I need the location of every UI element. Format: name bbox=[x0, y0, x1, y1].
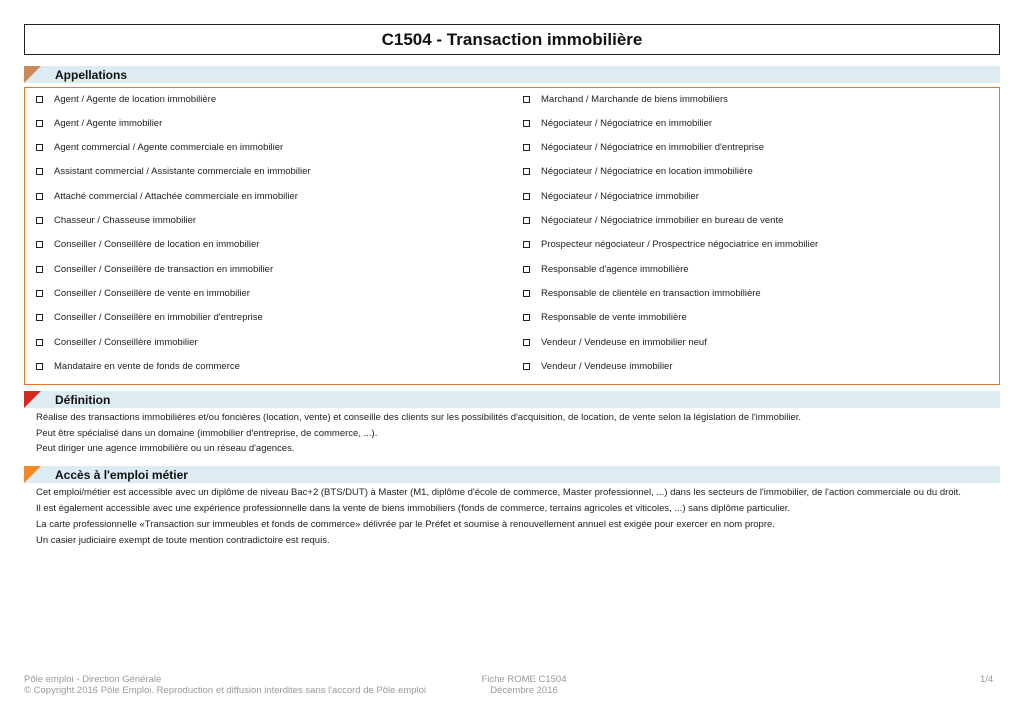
appellation-item bbox=[523, 261, 689, 277]
checkbox-icon bbox=[36, 120, 43, 127]
appellation-label: Conseiller / Conseillère de location en immobilier bbox=[54, 239, 260, 251]
appellation-item bbox=[36, 334, 198, 350]
checkbox-icon bbox=[523, 266, 530, 273]
appellation-label: Chasseur / Chasseuse immobilier bbox=[54, 215, 197, 226]
footer-org: Pôle emploi - Direction Générale bbox=[24, 674, 162, 685]
appellation-label: Négociateur / Négociatrice en location immobilière bbox=[541, 166, 753, 178]
checkbox-icon bbox=[36, 290, 43, 297]
appellation-item bbox=[523, 285, 761, 301]
appellation-item bbox=[523, 115, 712, 131]
checkbox-icon bbox=[523, 241, 530, 248]
section-marker-icon bbox=[24, 66, 41, 83]
appellation-item bbox=[36, 188, 298, 204]
appellation-item bbox=[36, 310, 263, 326]
appellation-label: Vendeur / Vendeuse en immobilier neuf bbox=[541, 336, 707, 348]
checkbox-icon bbox=[36, 217, 43, 224]
acces-line: Il est également accessible avec une expérience professionnelle dans la vente de biens immobiliers (fonds de commerce, terrains agricoles et viticoles, ...) sans diplôme particulier. bbox=[36, 503, 791, 514]
appellation-item bbox=[36, 213, 196, 229]
section-title-appellations: Appellations bbox=[55, 67, 128, 82]
acces-line: Cet emploi/métier est accessible avec un diplôme de niveau Bac+2 (BTS/DUT) à Master (M1, diplôme d'école de commerce, Master professionnel, ...) dans les secteurs de l'immobilier, de l'action commerciale ou du droit. bbox=[36, 487, 961, 498]
section-title-definition: Définition bbox=[55, 392, 111, 407]
checkbox-icon bbox=[36, 339, 43, 346]
checkbox-icon bbox=[36, 266, 43, 273]
appellation-item bbox=[523, 188, 699, 204]
footer-center bbox=[481, 674, 567, 696]
appellation-item bbox=[36, 140, 283, 156]
appellation-label: Conseiller / Conseillère en immobilier d'entreprise bbox=[54, 312, 263, 324]
appellation-label: Agent / Agente immobilier bbox=[54, 117, 163, 129]
footer-copyright: © Copyright 2016 Pôle Emploi. Reproduction et diffusion interdites sans l'accord de Pôle emploi bbox=[24, 685, 427, 696]
appellations-list bbox=[24, 87, 1000, 385]
appellation-label: Conseiller / Conseillère de transaction en immobilier bbox=[54, 263, 274, 275]
appellation-label: Mandataire en vente de fonds de commerce bbox=[54, 360, 240, 372]
acces-line: Un casier judiciaire exempt de toute mention contradictoire est requis. bbox=[36, 535, 330, 546]
appellation-item bbox=[523, 213, 783, 229]
definition-line: Peut être spécialisé dans un domaine (immobilier d'entreprise, de commerce, ...). bbox=[36, 428, 378, 439]
appellation-item bbox=[523, 334, 707, 350]
appellation-label: Responsable d'agence immobilière bbox=[541, 263, 689, 275]
appellation-label: Négociateur / Négociatrice en immobilier bbox=[541, 117, 713, 129]
appellation-label: Assistant commercial / Assistante commerciale en immobilier bbox=[54, 166, 311, 178]
appellation-item bbox=[523, 310, 687, 326]
appellation-label: Négociateur / Négociatrice en immobilier d'entreprise bbox=[541, 142, 765, 154]
footer-left bbox=[24, 674, 426, 696]
checkbox-icon bbox=[523, 363, 530, 370]
appellation-item bbox=[36, 285, 250, 301]
appellation-item bbox=[36, 164, 311, 180]
footer-fiche: Fiche ROME C1504 bbox=[481, 674, 567, 685]
checkbox-icon bbox=[523, 314, 530, 321]
appellation-label: Conseiller / Conseillère immobilier bbox=[54, 336, 198, 348]
appellation-label: Responsable de vente immobilière bbox=[541, 312, 687, 324]
appellation-label: Marchand / Marchande de biens immobiliers bbox=[541, 93, 728, 105]
checkbox-icon bbox=[523, 339, 530, 346]
checkbox-icon bbox=[36, 144, 43, 151]
appellation-item bbox=[36, 237, 259, 253]
section-header-acces bbox=[24, 466, 1000, 483]
definition-line: Peut diriger une agence immobilière ou un réseau d'agences. bbox=[36, 443, 295, 454]
page-title: C1504 - Transaction immobilière bbox=[381, 29, 643, 49]
section-marker-icon bbox=[24, 391, 41, 408]
definition-line: Réalise des transactions immobilières et/ou foncières (location, vente) et conseille des clients sur les possibilités d'acquisition, de location, de vente selon la législation de l'immobilier. bbox=[36, 412, 802, 423]
section-header-appellations bbox=[24, 66, 1000, 83]
appellation-item bbox=[523, 164, 753, 180]
appellation-label: Agent commercial / Agente commerciale en immobilier bbox=[54, 142, 284, 154]
checkbox-icon bbox=[523, 217, 530, 224]
checkbox-icon bbox=[36, 241, 43, 248]
checkbox-icon bbox=[36, 168, 43, 175]
checkbox-icon bbox=[523, 120, 530, 127]
appellation-item bbox=[523, 140, 764, 156]
section-title-acces: Accès à l'emploi métier bbox=[55, 467, 188, 482]
appellation-label: Prospecteur négociateur / Prospectrice négociatrice en immobilier bbox=[541, 239, 819, 251]
checkbox-icon bbox=[36, 96, 43, 103]
appellation-label: Négociateur / Négociatrice immobilier en bureau de vente bbox=[541, 215, 784, 226]
footer-date: Décembre 2016 bbox=[490, 685, 558, 696]
appellation-item bbox=[523, 237, 818, 253]
appellation-item bbox=[36, 358, 240, 374]
appellation-item bbox=[523, 91, 728, 107]
checkbox-icon bbox=[523, 96, 530, 103]
title-box bbox=[24, 24, 1000, 55]
appellation-label: Vendeur / Vendeuse immobilier bbox=[541, 360, 673, 372]
appellation-label: Conseiller / Conseillère de vente en immobilier bbox=[54, 287, 250, 299]
checkbox-icon bbox=[523, 193, 530, 200]
appellation-label: Agent / Agente de location immobilière bbox=[54, 93, 217, 105]
appellation-item bbox=[523, 358, 673, 374]
footer-page-number: 1/4 bbox=[980, 674, 994, 685]
acces-line: La carte professionnelle «Transaction sur immeubles et fonds de commerce» délivrée par le Préfet et soumise à renouvellement annuel est exigée pour exercer en nom propre. bbox=[36, 519, 775, 530]
section-header-definition bbox=[24, 391, 1000, 408]
appellation-item bbox=[36, 261, 273, 277]
appellation-item bbox=[36, 91, 216, 107]
checkbox-icon bbox=[36, 363, 43, 370]
appellation-label: Responsable de clientèle en transaction immobilière bbox=[541, 287, 761, 299]
checkbox-icon bbox=[36, 314, 43, 321]
appellation-label: Attaché commercial / Attachée commerciale en immobilier bbox=[54, 190, 298, 202]
checkbox-icon bbox=[36, 193, 43, 200]
checkbox-icon bbox=[523, 290, 530, 297]
section-marker-icon bbox=[24, 466, 41, 483]
checkbox-icon bbox=[523, 168, 530, 175]
checkbox-icon bbox=[523, 144, 530, 151]
appellation-item bbox=[36, 115, 162, 131]
appellation-label: Négociateur / Négociatrice immobilier bbox=[541, 190, 699, 202]
